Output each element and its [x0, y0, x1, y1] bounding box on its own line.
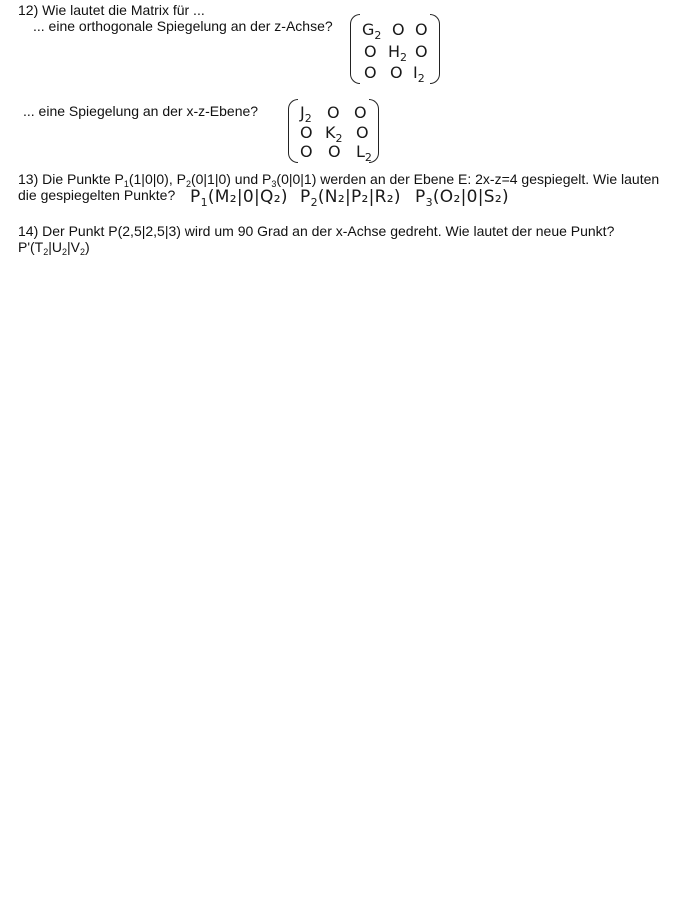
- matrix-a-2-1: O: [390, 63, 403, 82]
- q14-line1: 14) Der Punkt P(2,5|2,5|3) wird um 90 Grad an der x-Achse gedreht. Wie lautet der neue Punkt?: [18, 223, 615, 239]
- matrix-a-i: $I_2$: [413, 63, 425, 85]
- q13-line1: 13) Die Punkte $P_1(1|0|0)$, $P_2(0|1|0)$ und $P_3(0|0|1)$ werden an der Ebene E: 2x-z=4 gespiegelt. Wie lauten: [18, 171, 660, 189]
- matrix-a-1-0: O: [364, 42, 377, 61]
- answer-p2: $P_2(N_2|P_2|R_2)$: [300, 187, 401, 209]
- left-paren: [288, 99, 298, 163]
- matrix-a-g: $G_2$: [362, 20, 382, 42]
- answer-p1: $P_1(M_2|0|Q_2)$: [190, 187, 288, 209]
- matrix-a-1-2: O: [415, 42, 428, 61]
- answer-p3: $P_3(O_2|0|S_2)$: [415, 187, 509, 209]
- q12-part-a: ... eine orthogonale Spiegelung an der z-Achse?: [33, 18, 333, 34]
- matrix-a-0-1: O: [392, 20, 405, 39]
- matrix-b-2-0: O: [300, 142, 313, 161]
- q14-line2: $P'(T_2|U_2|V_2)$: [18, 239, 90, 257]
- matrix-b-k: $K_2$: [325, 123, 343, 145]
- q13-line2: die gespiegelten Punkte?: [18, 187, 176, 203]
- matrix-a-0-2: O: [415, 20, 428, 39]
- matrix-b-j: $J_2$: [300, 103, 312, 125]
- right-paren: [430, 14, 440, 84]
- matrix-b-1-0: O: [300, 123, 313, 142]
- matrix-b-l: $L_2$: [356, 142, 372, 164]
- matrix-a-h: $H_2$: [388, 42, 408, 64]
- left-paren: [350, 14, 360, 84]
- matrix-b-1-2: O: [356, 123, 369, 142]
- q12-part-b: ... eine Spiegelung an der x-z-Ebene?: [23, 103, 259, 119]
- matrix-b-2-1: O: [328, 142, 341, 161]
- q12-heading: 12) Wie lautet die Matrix für ...: [18, 2, 205, 18]
- matrix-a-2-0: O: [364, 63, 377, 82]
- matrix-b-0-2: O: [354, 103, 367, 122]
- matrix-b-0-1: O: [327, 103, 340, 122]
